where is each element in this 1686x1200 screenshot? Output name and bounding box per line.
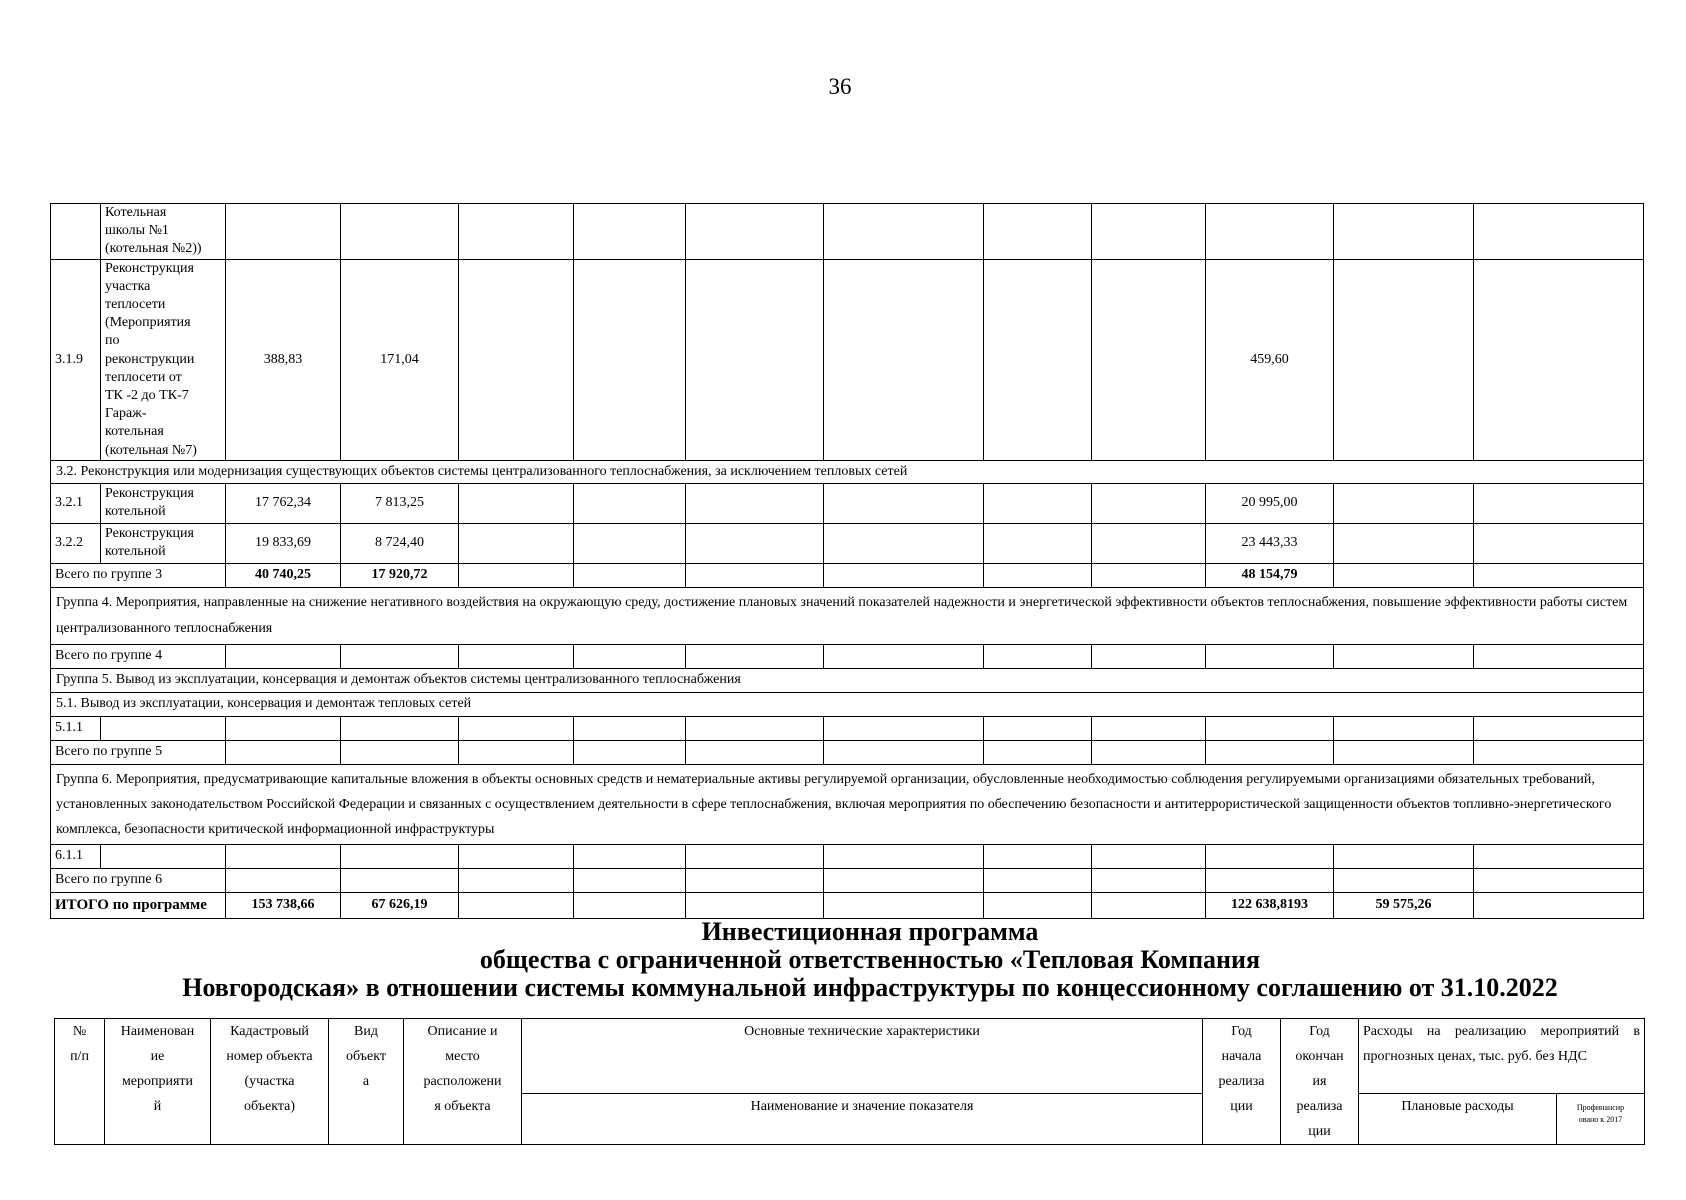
event-name-line: Котельная xyxy=(105,205,167,220)
header-line: я объекта xyxy=(434,1099,491,1114)
total-row xyxy=(51,868,1644,892)
header-description xyxy=(404,1019,522,1145)
empty-cell xyxy=(574,892,686,918)
event-name-line: теплосети xyxy=(105,297,166,313)
empty-cell xyxy=(984,523,1092,563)
value-cell: 8 724,40 xyxy=(341,523,459,563)
total-label: Всего по группе 3 xyxy=(51,563,226,587)
header-line: ия xyxy=(1312,1074,1327,1089)
header-expenses: Расходы на реализацию мероприятий в прогнозных ценах, тыс. руб. без НДС xyxy=(1359,1019,1645,1094)
empty-cell xyxy=(1474,892,1644,918)
empty-cell xyxy=(226,644,341,668)
event-name-line: теплосети от xyxy=(105,369,182,385)
empty-cell xyxy=(1474,868,1644,892)
empty-cell xyxy=(574,868,686,892)
event-name-cell xyxy=(101,204,226,260)
empty-cell xyxy=(1474,563,1644,587)
header-line: (участка xyxy=(244,1074,295,1089)
header-line: Профинансир xyxy=(1576,1103,1625,1112)
header-line: Год xyxy=(1231,1024,1252,1039)
event-name-cell: Реконструкция котельной xyxy=(101,523,226,563)
value-cell: 23 443,33 xyxy=(1206,523,1334,563)
empty-cell xyxy=(341,844,459,868)
event-name-line: школы №1 xyxy=(105,223,169,239)
table-row xyxy=(51,523,1644,563)
empty-cell xyxy=(1474,204,1644,260)
empty-cell xyxy=(824,259,984,460)
group-heading: Группа 4. Мероприятия, направленные на снижение негативного воздействия на окружающую среду, достижение плановых значений показателей надежности и энергетической эффективности объектов теплоснабжения, повышение эффективности работы систем централизованного теплоснабжения xyxy=(51,587,1644,644)
empty-cell xyxy=(984,563,1092,587)
header-line: Год xyxy=(1309,1024,1330,1039)
event-name-line: участка xyxy=(105,278,151,294)
event-name-line: (котельная №7) xyxy=(105,442,197,458)
empty-cell xyxy=(984,483,1092,523)
empty-cell xyxy=(686,740,824,764)
section-heading: 3.2. Реконструкция или модернизация существующих объектов системы централизованного теплоснабжения, за исключением тепловых сетей xyxy=(51,460,1644,483)
empty-cell xyxy=(824,563,984,587)
section-row xyxy=(51,460,1644,483)
event-name-line: реконструкции xyxy=(105,351,195,367)
empty-cell xyxy=(1474,483,1644,523)
investment-table-continued xyxy=(50,203,1644,919)
total-label: Всего по группе 6 xyxy=(51,868,226,892)
empty-cell xyxy=(1206,868,1334,892)
header-line: Вид xyxy=(354,1024,378,1039)
title-line: Инвестиционная программа xyxy=(701,917,1039,946)
empty-cell xyxy=(824,644,984,668)
header-line: й xyxy=(153,1099,162,1114)
header-line: реализа xyxy=(1218,1074,1265,1089)
empty-cell xyxy=(459,844,574,868)
empty-cell xyxy=(686,483,824,523)
value-cell: 17 920,72 xyxy=(341,563,459,587)
value-cell: 388,83 xyxy=(226,259,341,460)
empty-cell xyxy=(226,204,341,260)
empty-cell xyxy=(574,844,686,868)
empty-cell xyxy=(686,523,824,563)
header-line: п/п xyxy=(70,1049,89,1064)
empty-cell xyxy=(686,204,824,260)
header-line: Кадастровый xyxy=(230,1024,309,1039)
event-name-line: котельная xyxy=(105,424,164,440)
value-cell: 20 995,00 xyxy=(1206,483,1334,523)
empty-cell xyxy=(1092,868,1206,892)
empty-cell xyxy=(459,740,574,764)
empty-cell xyxy=(984,844,1092,868)
empty-cell xyxy=(1206,204,1334,260)
row-number-cell: 6.1.1 xyxy=(51,844,101,868)
empty-cell xyxy=(1206,740,1334,764)
empty-cell xyxy=(1092,563,1206,587)
header-line: место xyxy=(445,1049,480,1064)
section-row xyxy=(51,692,1644,716)
empty-cell xyxy=(341,716,459,740)
empty-cell xyxy=(1092,716,1206,740)
empty-cell xyxy=(574,483,686,523)
empty-cell xyxy=(984,740,1092,764)
table-row xyxy=(51,204,1644,260)
section-heading: 5.1. Вывод из эксплуатации, консервация и демонтаж тепловых сетей xyxy=(51,692,1644,716)
empty-cell xyxy=(1334,259,1474,460)
empty-cell xyxy=(574,259,686,460)
empty-cell xyxy=(1092,844,1206,868)
empty-cell xyxy=(1092,259,1206,460)
empty-cell xyxy=(686,868,824,892)
value-cell: 19 833,69 xyxy=(226,523,341,563)
value-cell: 67 626,19 xyxy=(341,892,459,918)
empty-cell xyxy=(1474,523,1644,563)
header-tech-characteristics: Основные технические характеристики xyxy=(522,1019,1203,1094)
row-number-cell: 3.2.2 xyxy=(51,523,101,563)
empty-cell xyxy=(341,644,459,668)
empty-cell xyxy=(984,716,1092,740)
header-line: номер объекта xyxy=(226,1049,313,1064)
empty-cell xyxy=(1092,740,1206,764)
empty-cell xyxy=(1334,563,1474,587)
empty-cell xyxy=(101,844,226,868)
row-number-cell: 3.1.9 xyxy=(51,259,101,460)
investment-program-header-table xyxy=(54,1018,1645,1145)
header-line: начала xyxy=(1221,1049,1262,1064)
empty-cell xyxy=(824,716,984,740)
empty-cell xyxy=(341,868,459,892)
title-line: Новгородская» в отношении системы коммунальной инфраструктуры по концессионному соглашению от 31.10.2022 xyxy=(182,973,1558,1002)
table-row xyxy=(51,483,1644,523)
empty-cell xyxy=(1334,483,1474,523)
empty-cell xyxy=(824,892,984,918)
empty-cell xyxy=(101,716,226,740)
event-name-line: Гараж- xyxy=(105,406,147,422)
empty-cell xyxy=(341,204,459,260)
empty-cell xyxy=(226,716,341,740)
header-line: ции xyxy=(1308,1124,1331,1139)
header-number xyxy=(55,1019,105,1145)
header-line: а xyxy=(362,1074,370,1089)
header-line: окончан xyxy=(1295,1049,1344,1064)
header-financed xyxy=(1557,1094,1645,1145)
empty-cell xyxy=(686,844,824,868)
empty-cell xyxy=(459,483,574,523)
empty-cell xyxy=(1206,844,1334,868)
event-name-line: Реконструкция xyxy=(105,260,194,276)
empty-cell xyxy=(824,868,984,892)
empty-cell xyxy=(1092,204,1206,260)
empty-cell xyxy=(824,523,984,563)
empty-cell xyxy=(984,892,1092,918)
header-line: объект xyxy=(346,1049,386,1064)
empty-cell xyxy=(574,563,686,587)
header-planned-expenses: Плановые расходы xyxy=(1359,1094,1557,1145)
value-cell: 48 154,79 xyxy=(1206,563,1334,587)
empty-cell xyxy=(1334,523,1474,563)
event-name-line: по xyxy=(105,333,120,349)
header-line: овано к 2017 xyxy=(1578,1115,1623,1124)
value-cell: 171,04 xyxy=(341,259,459,460)
empty-cell xyxy=(1474,740,1644,764)
total-label: Всего по группе 5 xyxy=(51,740,226,764)
empty-cell xyxy=(1092,483,1206,523)
value-cell: 40 740,25 xyxy=(226,563,341,587)
empty-cell xyxy=(686,563,824,587)
header-line: реализа xyxy=(1296,1099,1343,1114)
empty-cell xyxy=(984,868,1092,892)
empty-cell xyxy=(574,740,686,764)
empty-cell xyxy=(984,204,1092,260)
header-object-type xyxy=(329,1019,404,1145)
empty-cell xyxy=(1474,259,1644,460)
empty-cell xyxy=(341,740,459,764)
empty-cell xyxy=(574,644,686,668)
empty-cell xyxy=(686,892,824,918)
total-row xyxy=(51,644,1644,668)
header-line: Наименован xyxy=(120,1024,195,1039)
grand-total-row xyxy=(51,892,1644,918)
header-line: мероприяти xyxy=(121,1074,194,1089)
event-name-line: (котельная №2)) xyxy=(105,241,202,257)
header-line: № xyxy=(72,1024,87,1039)
total-row xyxy=(51,563,1644,587)
value-cell: 153 738,66 xyxy=(226,892,341,918)
event-name-line: ТК -2 до ТК-7 xyxy=(105,388,189,404)
empty-cell xyxy=(1206,716,1334,740)
empty-cell xyxy=(824,483,984,523)
empty-cell xyxy=(459,204,574,260)
row-number-cell: 3.2.1 xyxy=(51,483,101,523)
grand-total-label: ИТОГО по программе xyxy=(51,892,226,918)
empty-cell xyxy=(1334,204,1474,260)
empty-cell xyxy=(984,644,1092,668)
group-heading: Группа 6. Мероприятия, предусматривающие капитальные вложения в объекты основных средств и нематериальные активы регулируемой организации, обусловленные необходимостью соблюдения регулируемыми организациями обязательных требований, установленных законодательством Российской Федерации и связанных с осуществлением деятельности в сфере теплоснабжения, включая мероприятия по обеспечению безопасности и антитеррористической защищенности объектов топливно-энергетического комплекса, безопасности критической информационной инфраструктуры xyxy=(51,764,1644,844)
group-row xyxy=(51,587,1644,644)
empty-cell xyxy=(1474,716,1644,740)
header-line: расположени xyxy=(423,1074,502,1089)
empty-cell xyxy=(574,523,686,563)
empty-cell xyxy=(1474,844,1644,868)
empty-cell xyxy=(226,844,341,868)
row-number-cell: 5.1.1 xyxy=(51,716,101,740)
empty-cell xyxy=(686,259,824,460)
value-cell: 7 813,25 xyxy=(341,483,459,523)
header-event-name xyxy=(105,1019,211,1145)
event-name-cell: Реконструкция котельной xyxy=(101,483,226,523)
header-start-year xyxy=(1203,1019,1281,1145)
row-number-cell xyxy=(51,204,101,260)
title-line: общества с ограниченной ответственностью «Тепловая Компания xyxy=(479,945,1261,974)
table-row xyxy=(51,259,1644,460)
empty-cell xyxy=(1092,892,1206,918)
group-heading: Группа 5. Вывод из эксплуатации, консервация и демонтаж объектов системы централизованного теплоснабжения xyxy=(51,668,1644,692)
empty-cell xyxy=(1334,740,1474,764)
page-number: 36 xyxy=(828,74,852,99)
empty-cell xyxy=(984,259,1092,460)
header-line: объекта) xyxy=(243,1099,295,1114)
header-line: Описание и xyxy=(427,1024,498,1039)
value-cell: 122 638,8193 xyxy=(1206,892,1334,918)
value-cell: 59 575,26 xyxy=(1334,892,1474,918)
total-row xyxy=(51,740,1644,764)
empty-cell xyxy=(1334,868,1474,892)
header-indicator: Наименование и значение показателя xyxy=(522,1094,1203,1145)
empty-cell xyxy=(459,523,574,563)
empty-cell xyxy=(824,844,984,868)
empty-cell xyxy=(574,716,686,740)
empty-cell xyxy=(1092,644,1206,668)
event-name-cell xyxy=(101,259,226,460)
header-line: ие xyxy=(150,1049,165,1064)
empty-cell xyxy=(459,644,574,668)
empty-cell xyxy=(226,740,341,764)
empty-cell xyxy=(1206,644,1334,668)
table-row xyxy=(51,844,1644,868)
empty-cell xyxy=(1334,716,1474,740)
group-row xyxy=(51,668,1644,692)
table-row xyxy=(51,716,1644,740)
header-line: ции xyxy=(1230,1099,1253,1114)
empty-cell xyxy=(824,740,984,764)
empty-cell xyxy=(1334,644,1474,668)
empty-cell xyxy=(1334,844,1474,868)
empty-cell xyxy=(459,868,574,892)
empty-cell xyxy=(459,716,574,740)
empty-cell xyxy=(574,204,686,260)
empty-cell xyxy=(459,563,574,587)
value-cell: 459,60 xyxy=(1206,259,1334,460)
total-label: Всего по группе 4 xyxy=(51,644,226,668)
empty-cell xyxy=(686,716,824,740)
empty-cell xyxy=(1474,644,1644,668)
empty-cell xyxy=(226,868,341,892)
header-cadastral-number xyxy=(211,1019,329,1145)
document-title xyxy=(80,918,1660,1002)
header-end-year xyxy=(1281,1019,1359,1145)
empty-cell xyxy=(686,644,824,668)
empty-cell xyxy=(459,892,574,918)
empty-cell xyxy=(1092,523,1206,563)
empty-cell xyxy=(824,204,984,260)
empty-cell xyxy=(459,259,574,460)
event-name-line: (Мероприятия xyxy=(105,315,191,331)
group-row xyxy=(51,764,1644,844)
value-cell: 17 762,34 xyxy=(226,483,341,523)
